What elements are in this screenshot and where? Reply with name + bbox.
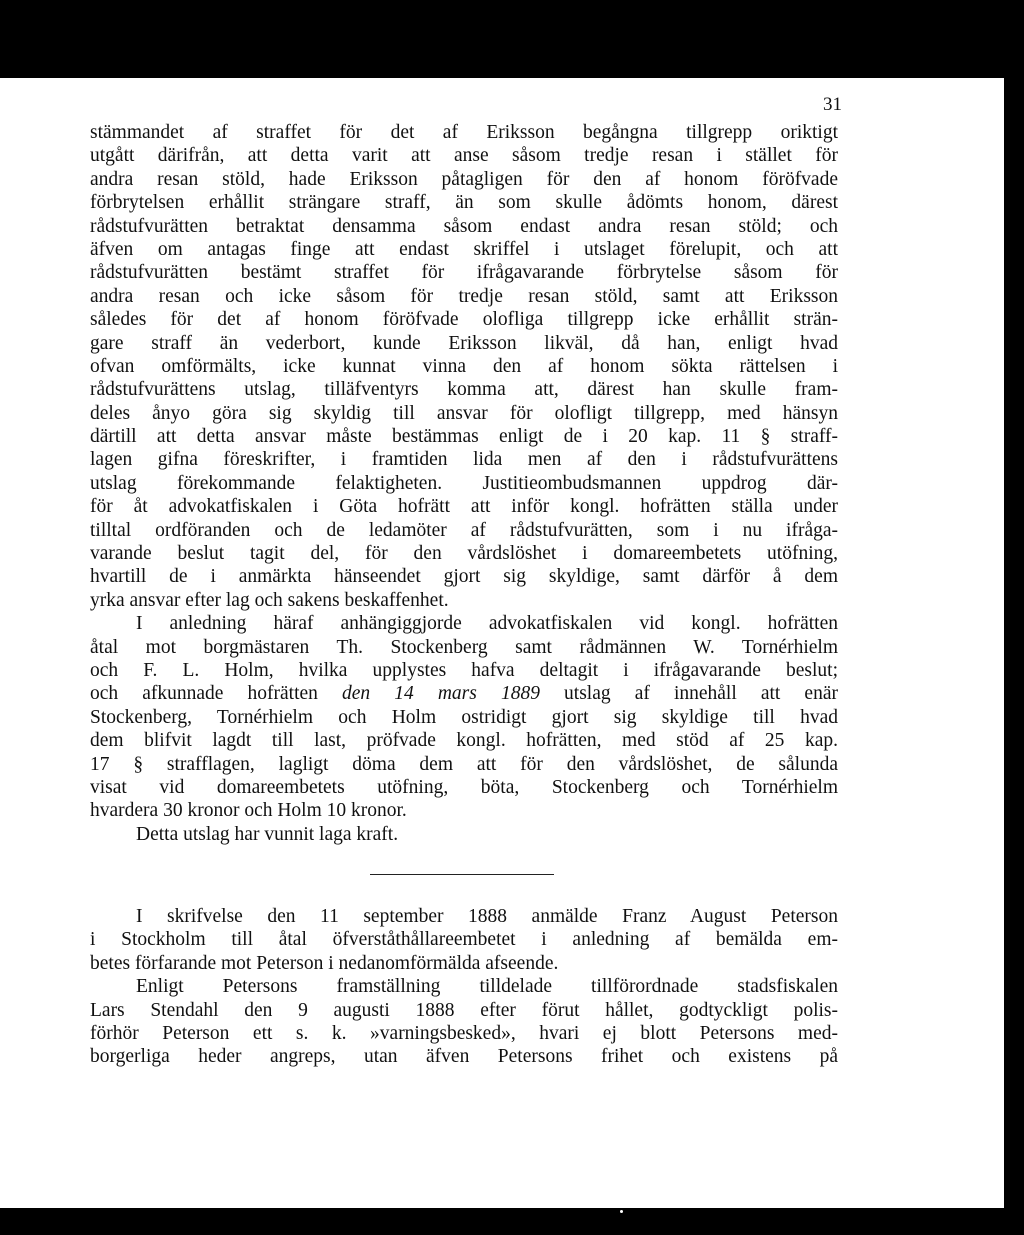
text-line: därtill att detta ansvar måste bestämmas enligt de i 20 kap. 11 § straff-: [90, 426, 838, 448]
text-line: gare straff än vederbort, kunde Eriksson likväl, då han, enligt hvad: [90, 332, 838, 354]
text-line: hvartill de i anmärkta hänseendet gjort sig skyldige, samt därför å dem: [90, 566, 838, 588]
text-line: åtal mot borgmästaren Th. Stockenberg samt rådmännen W. Tornérhielm: [90, 636, 838, 658]
text-line: lagen gifna föreskrifter, i framtiden lida men af den i rådstufvurättens: [90, 449, 838, 471]
text-line: förhör Peterson ett s. k. »varningsbesked», hvari ej blott Petersons med-: [90, 1022, 838, 1044]
text-line: för åt advokatfiskalen i Göta hofrätt att inför kongl. hofrätten ställa under: [90, 496, 838, 518]
text-line: ofvan omförmälts, icke kunnat vinna den af honom sökta rättelsen i: [90, 355, 838, 377]
text-line: äfven om antagas finge att endast skriffel i utslaget förelupit, och att: [90, 238, 838, 260]
text-line: och afkunnade hofrätten den 14 mars 1889 utslag af innehåll att enär: [90, 683, 838, 705]
section-divider: [370, 874, 554, 875]
text-line: hvardera 30 kronor och Holm 10 kronor.: [90, 800, 407, 822]
text-line: Lars Stendahl den 9 augusti 1888 efter förut hållet, godtyckligt polis-: [90, 999, 838, 1021]
text-line: Enligt Petersons framställning tilldelade tillförordnade stadsfiskalen: [136, 976, 838, 998]
italic-date: den 14 mars 1889: [342, 683, 540, 705]
text-line: Detta utslag har vunnit laga kraft.: [136, 823, 399, 845]
text-line: utgått därifrån, att detta varit att anse såsom tredje resan i stället för: [90, 145, 838, 167]
page-number: 31: [823, 94, 842, 115]
text-line: tilltal ordföranden och de ledamöter af rådstufvurätten, som i nu ifråga-: [90, 519, 838, 541]
print-speck: [620, 1210, 623, 1213]
text-line: varande beslut tagit del, för den vårdslöshet i domareembetets utöfning,: [90, 543, 838, 565]
text-line: I anledning häraf anhängiggjorde advokatfiskalen vid kongl. hofrätten: [136, 613, 838, 635]
text-line: 17 § strafflagen, lagligt döma dem att för den vårdslöshet, de sålunda: [90, 753, 838, 775]
text-line: deles ånyo göra sig skyldig till ansvar för olofligt tillgrepp, med hänsyn: [90, 402, 838, 424]
text-line: rådstufvurätten bestämt straffet för ifrågavarande förbrytelse såsom för: [90, 262, 838, 284]
text-line: betes förfarande mot Peterson i nedanomförmälda afseende.: [90, 952, 559, 974]
text-line: yrka ansvar efter lag och sakens beskaffenhet.: [90, 589, 449, 611]
text-line: borgerliga heder angreps, utan äfven Petersons frihet och existens på: [90, 1046, 838, 1068]
text-line: andra resan och icke såsom för tredje resan stöld, samt att Eriksson: [90, 285, 838, 307]
text-line: således för det af honom föröfvade olofliga tillgrepp icke erhållit strän-: [90, 309, 838, 331]
text-line: visat vid domareembetets utöfning, böta, Stockenberg och Tornérhielm: [90, 776, 838, 798]
text-line: utslag förekommande felaktigheten. Justitieombudsmannen uppdrog där-: [90, 472, 838, 494]
body-text-section-2: [90, 905, 838, 1069]
text-line: förbrytelsen erhållit strängare straff, än som skulle ådömts honom, därest: [90, 192, 838, 214]
text-line: Stockenberg, Tornérhielm och Holm ostridigt gjort sig skyldige till hvad: [90, 706, 838, 728]
text-line: stämmandet af straffet för det af Eriksson begångna tillgrepp oriktigt: [90, 122, 838, 143]
text-line: i Stockholm till åtal öfverståthållareembetet i anledning af bemälda em-: [90, 929, 838, 951]
text-line: dem blifvit lagdt till last, pröfvade kongl. hofrätten, med stöd af 25 kap.: [90, 730, 838, 752]
body-text-section-1: [90, 121, 838, 846]
text-line: och F. L. Holm, hvilka upplystes hafva deltagit i ifrågavarande beslut;: [90, 659, 838, 681]
text-line: I skrifvelse den 11 september 1888 anmälde Franz August Peterson: [136, 906, 838, 927]
text-line: andra resan stöld, hade Eriksson påtagligen för den af honom föröfvade: [90, 168, 838, 190]
text-line: rådstufvurättens utslag, tilläfventyrs komma att, därest han skulle fram-: [90, 379, 838, 401]
text-line: rådstufvurätten betraktat densamma såsom endast andra resan stöld; och: [90, 215, 838, 237]
